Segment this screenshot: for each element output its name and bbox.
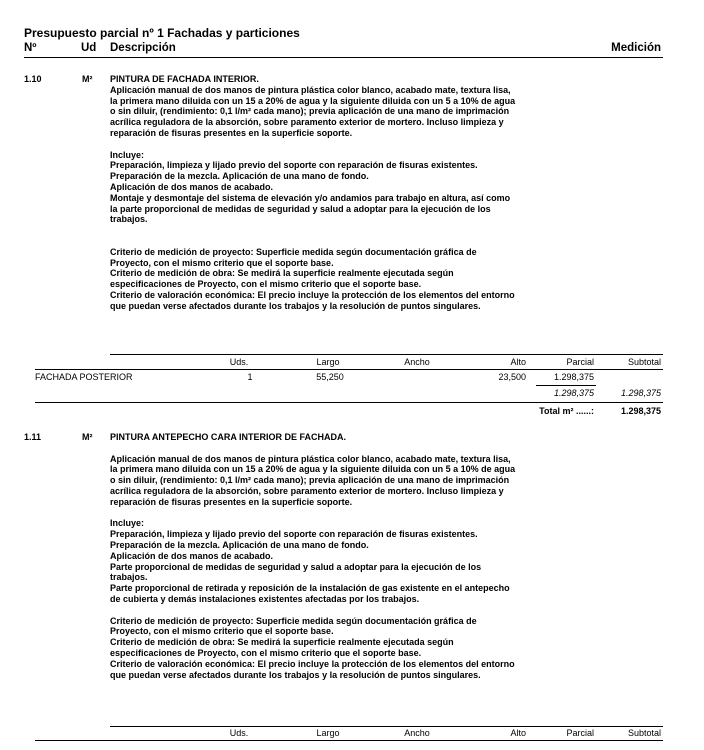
item-unit: M² bbox=[82, 432, 93, 442]
measure-header-subtotal: Subtotal bbox=[627, 357, 661, 367]
measure-header-bottom-rule bbox=[35, 740, 663, 741]
item-title: PINTURA ANTEPECHO CARA INTERIOR DE FACHADA. bbox=[110, 432, 347, 442]
description-line: reparación de fisuras presentes en la superficie soporte. bbox=[110, 127, 353, 138]
column-header-description: Descripción bbox=[110, 42, 176, 54]
criteria-line: Criterio de medición de obra: Se medirá la superficie realmente ejecutada según bbox=[110, 637, 454, 648]
measure-header-uds: Uds. bbox=[229, 357, 249, 367]
total-value: 1.298,375 bbox=[620, 406, 661, 416]
measurement-parcial: 1.298,375 bbox=[553, 372, 594, 382]
measure-header-bottom-rule bbox=[35, 369, 663, 370]
criteria-line: que puedan verse afectados durante los trabajos y la resolución de puntos singulares. bbox=[110, 669, 481, 680]
item-text-block bbox=[110, 74, 593, 312]
description-line: o sin diluir, (rendimiento: 0,1 l/m² cada mano); previa aplicación de una mano de imprimación bbox=[110, 475, 510, 486]
description-line: la primera mano diluida con un 15 a 20% de agua y la siguiente diluida con un 5 a 10% de agua bbox=[110, 95, 516, 106]
measure-header-top-rule bbox=[110, 726, 663, 727]
includes-line: Preparación de la mezcla. Aplicación de una mano de fondo. bbox=[110, 171, 369, 182]
measurement-alto: 23,500 bbox=[498, 372, 526, 382]
criteria-line: que puedan verse afectados durante los trabajos y la resolución de puntos singulares. bbox=[110, 300, 481, 311]
column-header-medicion: Medición bbox=[611, 42, 661, 54]
includes-line: Parte proporcional de retirada y reposición de la instalación de gas existente en el antepecho bbox=[110, 583, 510, 594]
description-line: la primera mano diluida con un 15 a 20% de agua y la siguiente diluida con un 5 a 10% de agua bbox=[110, 464, 516, 475]
description-line: Aplicación manual de dos manos de pintura plástica color blanco, acabado mate, textura lisa, bbox=[110, 84, 511, 95]
column-header-number: Nº bbox=[24, 42, 37, 54]
parcial-sum-rule bbox=[536, 385, 596, 386]
criteria-line: Criterio de medición de proyecto: Superficie medida según documentación gráfica de bbox=[110, 615, 477, 626]
measurement-name: FACHADA POSTERIOR bbox=[35, 372, 133, 382]
item-code: 1.11 bbox=[24, 432, 42, 442]
includes-line: Montaje y desmontaje del sistema de elevación y/o andamios para trabajo en altura, así como bbox=[110, 192, 511, 203]
includes-line: Preparación, limpieza y lijado previo del soporte con reparación de fisuras existentes. bbox=[110, 160, 478, 171]
includes-line: trabajos. bbox=[110, 572, 148, 583]
page-title: Presupuesto parcial nº 1 Fachadas y particiones bbox=[24, 26, 300, 40]
includes-line: Preparación de la mezcla. Aplicación de una mano de fondo. bbox=[110, 539, 369, 550]
includes-line: Aplicación de dos manos de acabado. bbox=[110, 550, 274, 561]
measure-header-top-rule bbox=[110, 354, 663, 355]
measure-header-parcial: Parcial bbox=[566, 728, 594, 738]
criteria-line: Proyecto, con el mismo criterio que el soporte base. bbox=[110, 257, 334, 268]
measure-header-parcial: Parcial bbox=[566, 357, 594, 367]
item-title: PINTURA DE FACHADA INTERIOR. bbox=[110, 74, 259, 84]
measure-header-largo: Largo bbox=[316, 357, 340, 367]
measurement-largo: 55,250 bbox=[316, 372, 344, 382]
column-header-unit: Ud bbox=[81, 42, 97, 54]
description-line: o sin diluir, (rendimiento: 0,1 l/m² cada mano); previa aplicación de una mano de imprimación bbox=[110, 106, 510, 117]
criteria-line: Proyecto, con el mismo criterio que el soporte base. bbox=[110, 626, 334, 637]
includes-line: la parte proporcional de medidas de seguridad y salud a adoptar para la ejecución de los bbox=[110, 203, 491, 214]
description-line: Aplicación manual de dos manos de pintura plástica color blanco, acabado mate, textura lisa, bbox=[110, 453, 511, 464]
header-divider bbox=[24, 57, 663, 58]
measurement-uds: 1 bbox=[247, 372, 253, 382]
total-label: Total m² ......: bbox=[539, 406, 594, 416]
criteria-line: especificaciones de Proyecto, con el mismo criterio que el soporte base. bbox=[110, 647, 422, 658]
subtotal-value: 1.298,375 bbox=[620, 388, 661, 398]
includes-line: trabajos. bbox=[110, 214, 148, 225]
criteria-line: Criterio de medición de obra: Se medirá la superficie realmente ejecutada según bbox=[110, 268, 454, 279]
parcial-sum: 1.298,375 bbox=[553, 388, 594, 398]
total-rule bbox=[35, 402, 663, 403]
item-unit: M² bbox=[82, 74, 93, 84]
includes-line: de cubierta y demás instalaciones existentes afectadas por los trabajos. bbox=[110, 593, 420, 604]
criteria-line: especificaciones de Proyecto, con el mismo criterio que el soporte base. bbox=[110, 279, 422, 290]
description-line: reparación de fisuras presentes en la superficie soporte. bbox=[110, 496, 353, 507]
measure-header-uds: Uds. bbox=[229, 728, 249, 738]
description-line: acrílica reguladora de la absorción, sobre paramento exterior de mortero. Incluso limpieza y bbox=[110, 485, 504, 496]
criteria-line: Criterio de valoración económica: El precio incluye la protección de los elementos del entorno bbox=[110, 289, 515, 300]
includes-label: Incluye: bbox=[110, 149, 145, 160]
measure-header-ancho: Ancho bbox=[404, 357, 430, 367]
includes-line: Preparación, limpieza y lijado previo del soporte con reparación de fisuras existentes. bbox=[110, 529, 478, 540]
item-text-block bbox=[110, 432, 593, 680]
item-code: 1.10 bbox=[24, 74, 42, 84]
measure-header-ancho: Ancho bbox=[404, 728, 430, 738]
includes-line: Parte proporcional de medidas de seguridad y salud a adoptar para la ejecución de los bbox=[110, 561, 482, 572]
includes-line: Aplicación de dos manos de acabado. bbox=[110, 181, 274, 192]
description-line: acrílica reguladora de la absorción, sobre paramento exterior de mortero. Incluso limpieza y bbox=[110, 117, 504, 128]
measure-header-alto: Alto bbox=[510, 357, 526, 367]
includes-label: Incluye: bbox=[110, 518, 145, 529]
measure-header-largo: Largo bbox=[316, 728, 340, 738]
measure-header-subtotal: Subtotal bbox=[627, 728, 661, 738]
measure-header-alto: Alto bbox=[510, 728, 526, 738]
criteria-line: Criterio de valoración económica: El precio incluye la protección de los elementos del entorno bbox=[110, 658, 515, 669]
criteria-line: Criterio de medición de proyecto: Superficie medida según documentación gráfica de bbox=[110, 246, 477, 257]
